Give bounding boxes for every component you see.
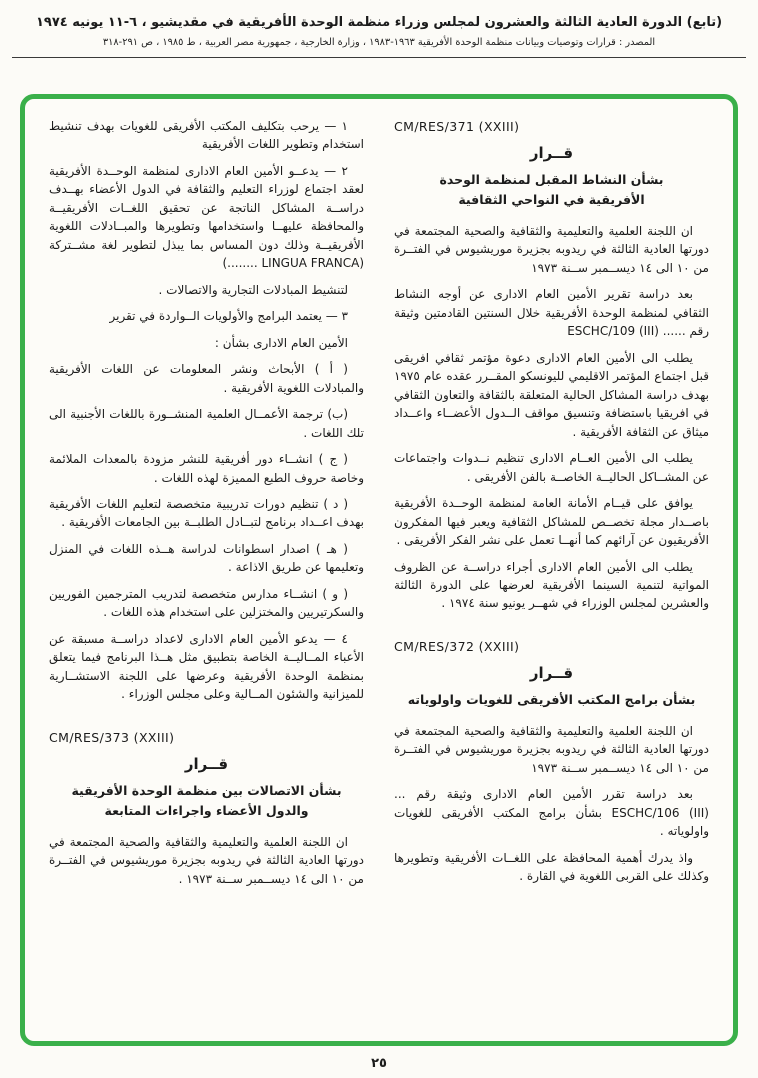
resolution-paragraph: ٢ — يدعــو الأمين العام الادارى لمنظمة الوحــدة الأفريقية لعقد اجتماع لوزراء التعليم والثقافة في الدول الأعضاء بهــدف دراســة المشاكل الناتجة عن تحقيق اللغــات الأفريقيــة والمحافظة عليهــا واستخدامها وتطويرها والمبــادلات اللغوية الأفريقيــة وذلك دون المساس بما يبذل لتطوير لغة مشــتركة (LINGUA FRANCA ........) xyxy=(49,163,364,271)
subtitle-line: بشأن برامج المكتب الأفريقى للغويات واولوياته xyxy=(407,691,696,707)
resolution-paragraph: يطلب الى الأمين العــام الادارى تنظيم نــدوات واجتماعات عن المشــاكل الحاليــة الخاصــة بالفن الأفريقى . xyxy=(394,451,709,484)
resolution-paragraph: ٣ — يعتمد البرامج والأولويات الــواردة في تقرير xyxy=(109,309,348,324)
resolution-paragraph: ٤ — يدعو الأمين العام الادارى لاعداد دراســة مسبقة عن الأعباء المــاليــة الخاصة بتطبيق مثل هــذا البرنامج فيما يتعلق بمنظمة الوحدة الأفريقية وعرضها على اللجنة الاستشــارية للميزانية والشئون المــالية وعلى مجلس الوزراء . xyxy=(49,631,364,702)
resolution-373-subtitle xyxy=(49,781,364,821)
resolution-paragraph: ان اللجنة العلمية والتعليمية والثقافية والصحية المجتمعة في دورتها العادية الثالثة في ريدوبه بجزيرة موريشيوس في الفتــرة من ١٠ الى ١٤ ديســمبر ســنة ١٩٧٣ xyxy=(394,723,709,775)
resolution-paragraph: ( ج ) انشــاء دور أفريقية للنشر مزودة بالمعدات الملائمة وخاصة حروف الطبع المميزة لهذه اللغات . xyxy=(49,452,364,485)
subtitle-line: بشأن الاتصالات بين منظمة الوحدة الأفريقية xyxy=(71,782,342,798)
header-title: (تابع) الدورة العادية الثالثة والعشرون لمجلس وزراء منظمة الوحدة الأفريقية في مقديشيو ، ٦-١١ يونيه ١٩٧٤ xyxy=(35,15,723,30)
resolution-paragraph: ( أ ) الأبحاث ونشر المعلومات عن اللغات الأفريقية والمبادلات اللغوية الأفريقية . xyxy=(49,362,364,395)
resolution-paragraph: لتنشيط المبادلات التجارية والاتصالات . xyxy=(158,282,348,297)
header-source-line: المصدر : قرارات وتوصيات وبيانات منظمة الوحدة الأفريقية ١٩٦٣-١٩٨٣ ، وزارة الخارجية ، جمهورية مصر العربية ، ط ١٩٨٥ ، ص ٢٩١-٣١٨ xyxy=(102,37,656,48)
resolution-373-title: قــرار xyxy=(184,754,229,773)
resolution-paragraph: ( هـ ) اصدار اسطوانات لدراسة هــذه اللغات في المنزل وتعليمها عن طريق الاذاعة . xyxy=(49,541,364,575)
subtitle-line: بشأن النشاط المقبل لمنظمة الوحدة xyxy=(439,172,664,187)
resolution-paragraph: ان اللجنة العلمية والتعليمية والثقافية والصحية المجتمعة في دورتها العادية الثالثة في ريدوبه بجزيرة موريشيوس في الفتــرة من ١٠ الى ١٤ ديســمبر ســنة ١٩٧٣ xyxy=(394,224,709,275)
resolution-paragraph: بعد دراسة تقرير الأمين العام الادارى عن أوجه النشاط الثقافي لمنظمة الوحدة الأفريقية خلال السنتين القادمتين وثيقة رقم ...... ESCHC/109 (III) xyxy=(394,287,709,339)
resolution-372-title: قــرار xyxy=(529,663,574,682)
page-header xyxy=(0,0,758,58)
column-left xyxy=(49,117,364,1027)
resolution-371-subtitle xyxy=(394,170,709,210)
resolution-paragraph: يوافق على قيــام الأمانة العامة لمنظمة الوحــدة الأفريقية باصــدار مجلة تخصــص للمشاكل الثقافية ويعبر فيها المفكرون الأفريقيون عن آرائهم كما أنهــا تعمل على نشر الفكر الأفريقى . xyxy=(394,496,709,548)
resolution-paragraph: ( و ) انشــاء مدارس متخصصة لتدريب المترجمين الفوريين والسكرتيريين والمختزلين على استخدام هذه اللغات . xyxy=(49,586,364,620)
resolution-371-title: قــرار xyxy=(529,144,574,162)
resolution-372-subtitle xyxy=(394,690,709,710)
resolution-paragraph: ان اللجنة العلمية والتعليمية والثقافية والصحية المجتمعة في دورتها العادية الثالثة في ريدوبه بجزيرة موريشيوس في الفتــرة من ١٠ الى ١٤ ديســمبر ســنة ١٩٧٣ . xyxy=(49,834,364,886)
column-right xyxy=(394,117,709,1027)
resolution-372-code: CM/RES/372 (XXIII) xyxy=(394,638,520,654)
resolution-paragraph: بعد دراسة تقرر الأمين العام الادارى وثيقة رقم ... ESCHC/106 (III) بشأن برامج المكتب الأفريقى للغويات واولوياته . xyxy=(394,787,709,839)
resolution-paragraph: (ب) ترجمة الأعمــال العلمية المنشــورة باللغات الأجنبية الى تلك اللغات . xyxy=(49,407,364,440)
header-divider xyxy=(12,57,746,58)
resolution-paragraph: واذ يدرك أهمية المحافظة على اللغــات الأفريقية وتطويرها وكذلك على القربى اللغوية في القارة . xyxy=(394,850,709,884)
resolution-371-code: CM/RES/371 (XXIII) xyxy=(394,119,520,134)
subtitle-line: الأفريقية في النواحي الثقافية xyxy=(458,192,645,207)
two-column-layout xyxy=(49,117,709,1027)
page-number: ٢٥ xyxy=(371,1056,387,1071)
resolution-paragraph: الأمين العام الادارى بشأن : xyxy=(214,335,348,350)
resolutions-border-box xyxy=(20,94,738,1046)
resolution-paragraph: يطلب الى الأمين العام الادارى أجراء دراســة عن الظروف المواتية لتنمية السينما الأفريقية لعرضها على الدورة الثالثة والعشرين لمجلس الوزراء في شهــر يونيو سنة ١٩٧٤ . xyxy=(394,559,709,611)
subtitle-line: والدول الأعضاء واجراءات المتابعة xyxy=(104,802,309,818)
resolution-373-code: CM/RES/373 (XXIII) xyxy=(49,729,175,745)
resolution-paragraph: ١ — يرحب بتكليف المكتب الأفريقى للغويات بهدف تنشيط استخدام وتطوير اللغات الأفريقية xyxy=(49,119,364,152)
resolution-paragraph: ( د ) تنظيم دورات تدريبية متخصصة لتعليم اللغات الأفريقية بهدف اعــداد برنامج لتبــادل الطلبــة بين الجامعات الأفريقية . xyxy=(49,496,364,530)
resolution-paragraph: يطلب الى الأمين العام الادارى دعوة مؤتمر ثقافي افريقى قبل اجتماع المؤتمر الاقليمي لليونسكو المقــرر عقده عام ١٩٧٥ بهدف دراسة المشاكل الحالية المتعلقة بالثقافة والتعاون الثقافي في افريقيا باستضافة وتنسيق مواقف الــدول الأعضــاء واعــداد ميثاق عن الثقافة الأفريقية . xyxy=(394,350,709,439)
